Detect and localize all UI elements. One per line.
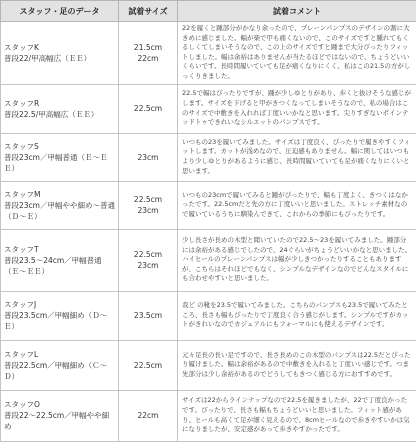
staff-name: スタッフJ: [4, 299, 115, 310]
staff-name: スタッフK: [4, 42, 115, 53]
staff-cell: [1, 181, 119, 229]
staff-cell: [1, 229, 119, 291]
staff-cell: [1, 340, 119, 390]
staff-spec: 普段22/甲高幅広（ＥＥ）: [4, 53, 115, 64]
table-row: [1, 133, 416, 181]
size-value: 23.5cm: [119, 310, 177, 321]
staff-spec: 普段22.5cm／甲幅細め（Ｃ〜Ｄ）: [4, 360, 115, 382]
size-value: 23cm: [119, 205, 177, 216]
size-value: 23cm: [119, 152, 177, 163]
table-row: [1, 22, 416, 85]
staff-cell: [1, 22, 119, 85]
size-value: 23cm: [119, 260, 177, 271]
staff-spec: 普段22.5/甲高幅広（ＥＥ）: [4, 109, 115, 120]
staff-name: スタッフL: [4, 349, 115, 360]
staff-name: スタッフT: [4, 244, 115, 255]
staff-name: スタッフS: [4, 141, 115, 152]
size-cell: [119, 181, 178, 229]
size-cell: [119, 84, 178, 133]
size-value: 21.5cm: [119, 42, 177, 53]
table-row: [1, 291, 416, 340]
size-value: 22.5cm: [119, 360, 177, 371]
staff-name: スタッフM: [4, 189, 115, 200]
size-cell: [119, 291, 178, 340]
staff-spec: 普段23.5cm／甲幅細め（Ｄ〜Ｅ）: [4, 310, 115, 332]
comment-cell: 22.5で幅はぴったりですが、踵が少しゆとりがあり、歩くと抜けそうな感じがします。サイズを下げると甲がきつくなってしまいそうなので、私の場合はこのサイズで中敷きを入れれば丁度いいかなと思います。尖りすぎないポインテッドトゥできれいなシルエットのパンプスです。: [178, 84, 416, 133]
staff-cell: [1, 133, 119, 181]
size-value: 22.5cm: [119, 103, 177, 114]
size-value: 22cm: [119, 53, 177, 64]
size-value: 22.5cm: [119, 249, 177, 260]
header-size: 試着サイズ: [119, 1, 178, 22]
staff-spec: 普段23cm／甲幅普通（Ｅ〜ＥＥ）: [4, 152, 115, 174]
table-header-row: [1, 1, 416, 22]
comment-cell: いつもの23を履いてみました。サイズは丁度良く、ぴったりで履きやすくフィットします。カットが浅めなので、圧迫感もありません。幅に関してはいつもより少しゆとりがあるように感じ、長時間履いていても足が痛くなりにくいと思います。: [178, 133, 416, 181]
staff-cell: [1, 84, 119, 133]
comment-cell: サイズは22からラインナップなので22.5を履きましたが、22で丁度良かったです。ぴったりで、長さも幅もちょうどいいと思いました。フィット感があり、ヒールも高くて足が細く見えるので、8cmヒールなので歩きやすいかは気になりましたが、安定感があって歩きやすかったです。: [178, 390, 416, 441]
size-cell: [119, 22, 178, 85]
size-cell: [119, 133, 178, 181]
staff-spec: 普段23cm／甲幅やや細め〜普通（Ｄ〜Ｅ）: [4, 200, 115, 222]
table-row: [1, 229, 416, 291]
header-comment: 試着コメント: [178, 1, 416, 22]
staff-spec: 普段22〜22.5cm／甲幅やや細め: [4, 410, 115, 432]
staff-name: スタッフO: [4, 399, 115, 410]
comment-cell: 元々足長の長い足ですので、長さ長めのこの木型のパンプスは22.5だとぴったり履けました。幅は余裕があるので中敷きを入れると丁度いい感じです。つま先部分は少し余裕があるのでどうしてもきつく感じる方におすすめです。: [178, 340, 416, 390]
size-cell: [119, 229, 178, 291]
header-staff: スタッフ・足のデータ: [1, 1, 119, 22]
comment-cell: 少し長さが長めの木型と聞いていたので22.5～23を履いてみました。踵部分には余裕がある感じでしたので、24ぐらいがちょうどいいかなと思いました。ハイヒールのプレーンパンプスは幅が少しきつかったりすることもありますが、こちらはそれほどでもなく、シンプルなデザインなのでどんなスタイルにも合わせやすいと思いました。: [178, 229, 416, 291]
table-row: [1, 340, 416, 390]
table-row: [1, 181, 416, 229]
staff-spec: 普段23.5〜24cm／甲幅普通（Ｅ〜ＥＥ）: [4, 255, 115, 277]
staff-cell: [1, 291, 119, 340]
size-value: 22.5cm: [119, 194, 177, 205]
table-row: [1, 84, 416, 133]
staff-name: スタッフR: [4, 98, 115, 109]
size-value: 22cm: [119, 410, 177, 421]
size-cell: [119, 340, 178, 390]
comment-cell: 我ど の靴を23.5で履いてみました。こちらのパンプスも23.5で履いてみたところ、長さも幅もぴったりで丁度良く合う感じがします。シンプルですがカットがきれいなのでカジュアルにもフォーマルにも使えるデザインです。: [178, 291, 416, 340]
comment-cell: 22を履くと踵部分がかなり余ったので、プレーンパンプスのデザインの割に大きめに感じました。幅が楽で甲も痛くないので、このサイズですと腫れてもくるしくてしまいそうなので、この上のサイズですと踵まで大分ぴったりフィットしました。幅は余裕はありませんが当たるほどではないので、ちょうどいいくらいです。長時間履いていても足が痛くなりにくく、私はこの21.5の方がしっくりきました。: [178, 22, 416, 85]
comment-cell: いつもの23cmで履いてみると踵がぴったりで、幅も丁度よく、きつくはなかったです。22.5cmだと先の方に丁度いいと思いました。ストレッチ素材なので履いているうちに馴染んできて、これからの季節にもぴったりです。: [178, 181, 416, 229]
